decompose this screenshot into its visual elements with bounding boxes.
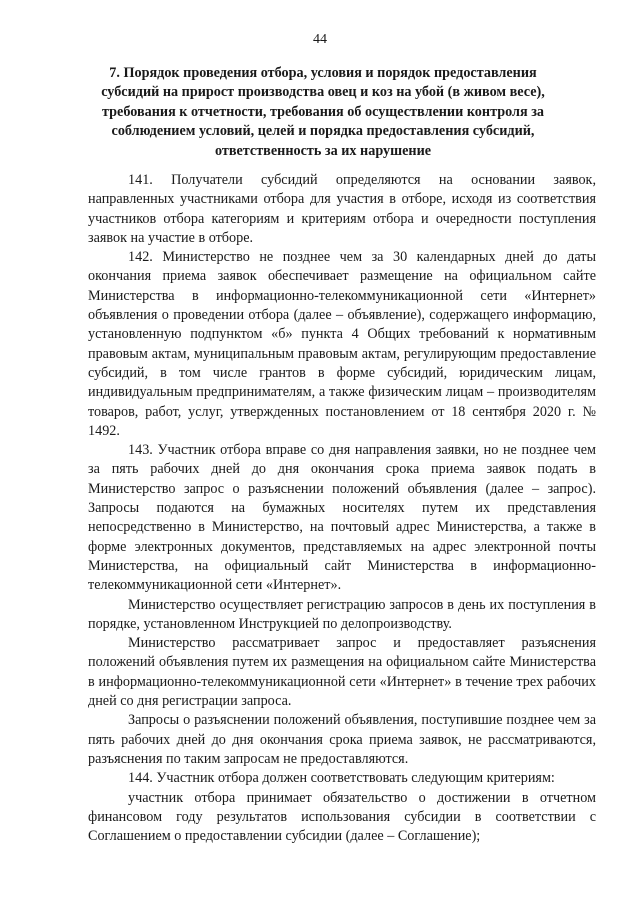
- paragraph-143: 143. Участник отбора вправе со дня направления заявки, но не позднее чем за пять рабочих дней до дня окончания срока приема заявок подать в Министерство запрос о разъяснении положений объявления (далее – запрос). Запросы подаются на бумажных носителях путем их представления непосредственно в Министерство, на почтовый адрес Министерства, а также в форме электронных документов, представляемых на адрес электронной почты Министерства, на официальный сайт Министерства в информационно-телекоммуникационной сети «Интернет».: [88, 442, 596, 594]
- section-title: 7. Порядок проведения отбора, условия и порядок предоставления субсидий на прирост производства овец и коз на убой (в живом весе), требования к отчетности, требования об осуществлении контроля за соблюдением условий, целей и порядка предоставления субсидий, ответственность за их нарушение: [101, 65, 545, 159]
- paragraph-clarification: Министерство рассматривает запрос и предоставляет разъяснения положений объявления путем их размещения на официальном сайте Министерства в информационно-телекоммуникационной сети «Интернет» в течение трех рабочих дней со дня регистрации запроса.: [88, 635, 596, 710]
- body-text: [88, 171, 596, 846]
- paragraph-registration: Министерство осуществляет регистрацию запросов в день их поступления в порядке, установленном Инструкцией по делопроизводству.: [88, 596, 596, 632]
- page-number: 44: [313, 32, 327, 47]
- paragraph-144: 144. Участник отбора должен соответствовать следующим критериям:: [128, 770, 555, 787]
- paragraph-142: 142. Министерство не позднее чем за 30 календарных дней до даты окончания приема заявок обеспечивает размещение на официальном сайте Министерства в информационно-телекоммуникационной сети «Интернет» объявления о проведении отбора (далее – объявление), содержащего информацию, установленную подпунктом «б» пункта 4 Общих требований к нормативным правовым актам, муниципальным правовым актам, регулирующим предоставление субсидий, в том числе грантов в форме субсидий, юридическим лицам, индивидуальным предпринимателям, а также физическим лицам – производителям товаров, работ, услуг, утвержденных постановлением от 18 сентября 2020 г. № 1492.: [88, 249, 596, 439]
- paragraph-141: 141. Получатели субсидий определяются на основании заявок, направленных участниками отбора для участия в отборе, исходя из соответствия участников отбора категориям и критериям отбора и очередности поступления заявок на участие в отборе.: [88, 172, 596, 246]
- paragraph-late-requests: Запросы о разъяснении положений объявления, поступившие позднее чем за пять рабочих дней до дня окончания срока приема заявок, не рассматриваются, разъяснения по таким запросам не предоставляются.: [88, 712, 596, 767]
- paragraph-criteria-obligation: участник отбора принимает обязательство о достижении в отчетном финансовом году результатов использования субсидии в соответствии с Соглашением о предоставлении субсидии (далее – Соглашение);: [88, 789, 596, 845]
